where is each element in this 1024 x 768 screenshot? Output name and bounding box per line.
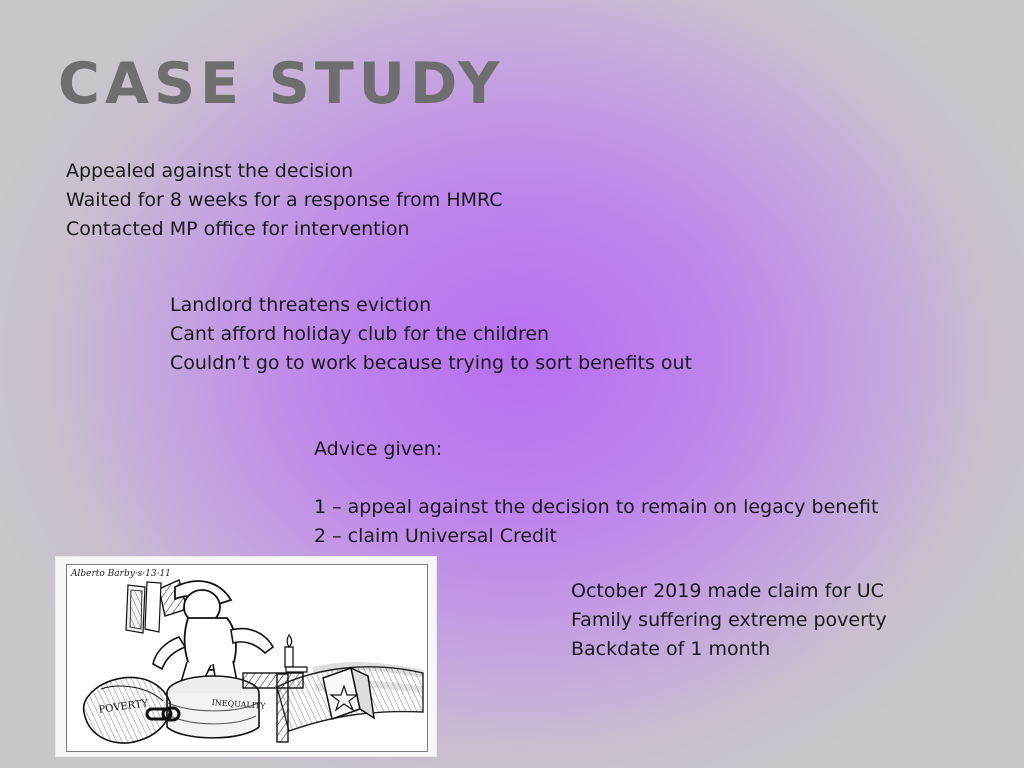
text-line: 1 – appeal against the decision to remain on legacy benefit: [314, 496, 879, 518]
text-line: 2 – claim Universal Credit: [314, 525, 557, 547]
text-line: Family suffering extreme poverty: [571, 609, 887, 631]
cartoon-frame: [66, 564, 428, 752]
text-line: Advice given:: [314, 438, 443, 460]
text-block-outcome: [571, 577, 887, 664]
text-block-appeal: [66, 157, 503, 244]
text-line: Landlord threatens eviction: [170, 294, 432, 316]
cartoon-image: [55, 556, 437, 757]
cartoon-signature: Alberto Barby·s·13·11: [71, 569, 171, 579]
inequality-cartoon-illustration: [67, 565, 427, 751]
text-line: Couldn’t go to work because trying to sort benefits out: [170, 352, 693, 374]
inequality-label: INEQUALITY: [211, 698, 266, 711]
text-line-empty: [314, 464, 878, 493]
text-line: Backdate of 1 month: [571, 638, 771, 660]
poverty-label: POVERTY: [98, 698, 149, 716]
text-line: October 2019 made claim for UC: [571, 580, 884, 602]
text-block-consequences: [170, 291, 692, 378]
text-line: Waited for 8 weeks for a response from HMRC: [66, 189, 503, 211]
text-block-advice: [314, 435, 878, 551]
text-line: Cant afford holiday club for the children: [170, 323, 550, 345]
page-title: CASE STUDY: [58, 51, 505, 117]
cake-icon: [285, 647, 293, 667]
text-line: Appealed against the decision: [66, 160, 354, 182]
text-line: Contacted MP office for intervention: [66, 218, 410, 240]
